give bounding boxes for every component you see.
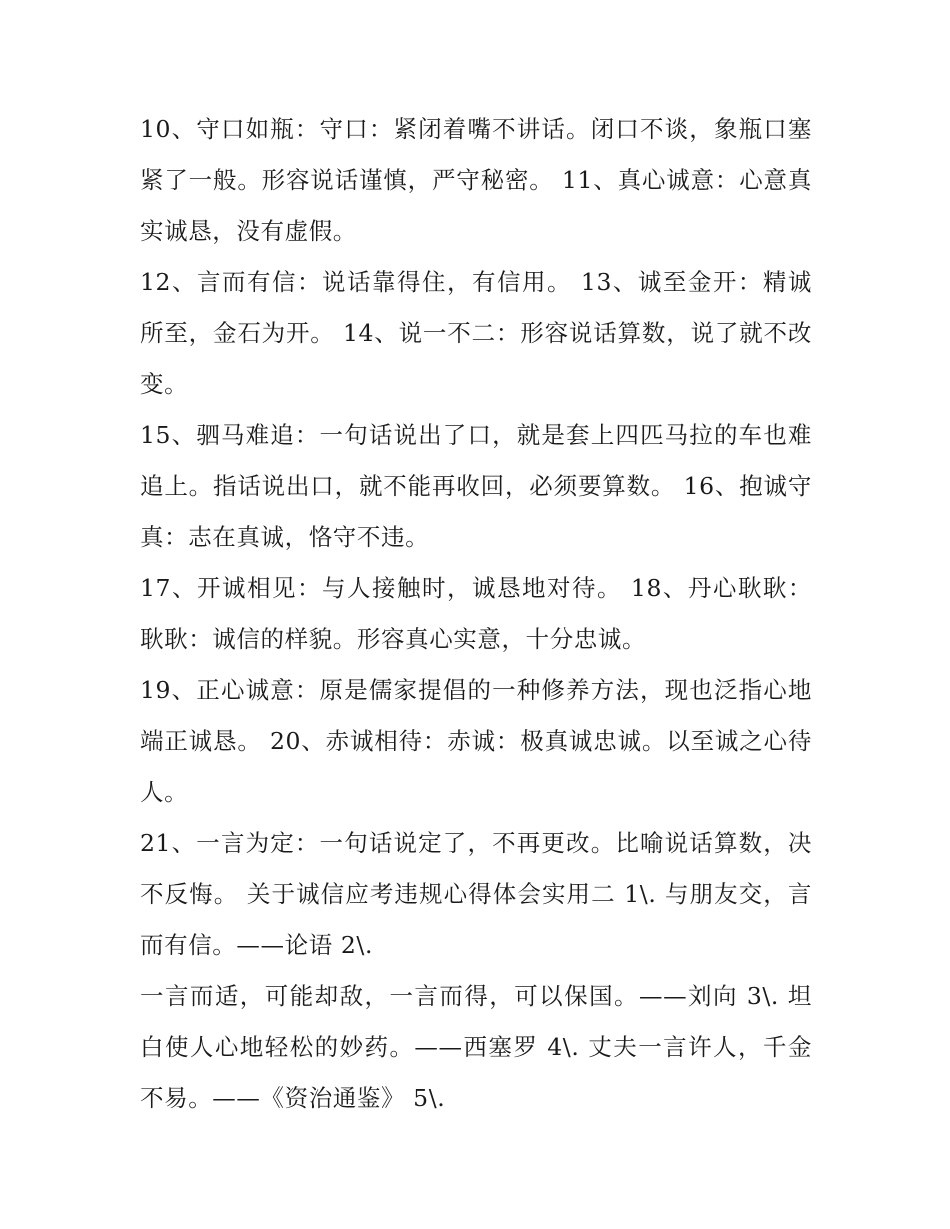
paragraph-idioms-10-11: 10、守口如瓶：守口：紧闭着嘴不讲话。闭口不谈，象瓶口塞紧了一般。形容说话谨慎，严守秘密。 11、真心诚意：心意真实诚恳，没有虚假。 — [140, 115, 812, 245]
paragraph-idioms-15-16: 15、驷马难追：一句话说出了口，就是套上四匹马拉的车也难追上。指话说出口，就不能再收回，必须要算数。 16、抱诚守真：志在真诚，恪守不违。 — [140, 421, 812, 551]
paragraph-idioms-17-18: 17、开诚相见：与人接触时，诚恳地对待。 18、丹心耿耿：耿耿：诚信的样貌。形容真心实意，十分忠诚。 — [140, 574, 812, 653]
paragraph-idioms-19-20: 19、正心诚意：原是儒家提倡的一种修养方法，现也泛指心地端正诚恳。 20、赤诚相待：赤诚：极真诚忠诚。以至诚之心待人。 — [140, 676, 812, 806]
document-body — [140, 104, 812, 1124]
paragraph-idiom-21-quotes: 21、一言为定：一句话说定了，不再更改。比喻说话算数，决不反悔。 关于诚信应考违规心得体会实用二 1\. 与朋友交，言而有信。——论语 2\. — [140, 829, 812, 959]
paragraph-idioms-12-14: 12、言而有信：说话靠得住，有信用。 13、诚至金开：精诚所至，金石为开。 14、说一不二：形容说话算数，说了就不改变。 — [140, 268, 812, 398]
paragraph-quotes: 一言而适，可能却敌，一言而得，可以保国。——刘向 3\. 坦白使人心地轻松的妙药。——西塞罗 4\. 丈夫一言许人，千金不易。——《资治通鉴》 5\. — [140, 982, 812, 1112]
